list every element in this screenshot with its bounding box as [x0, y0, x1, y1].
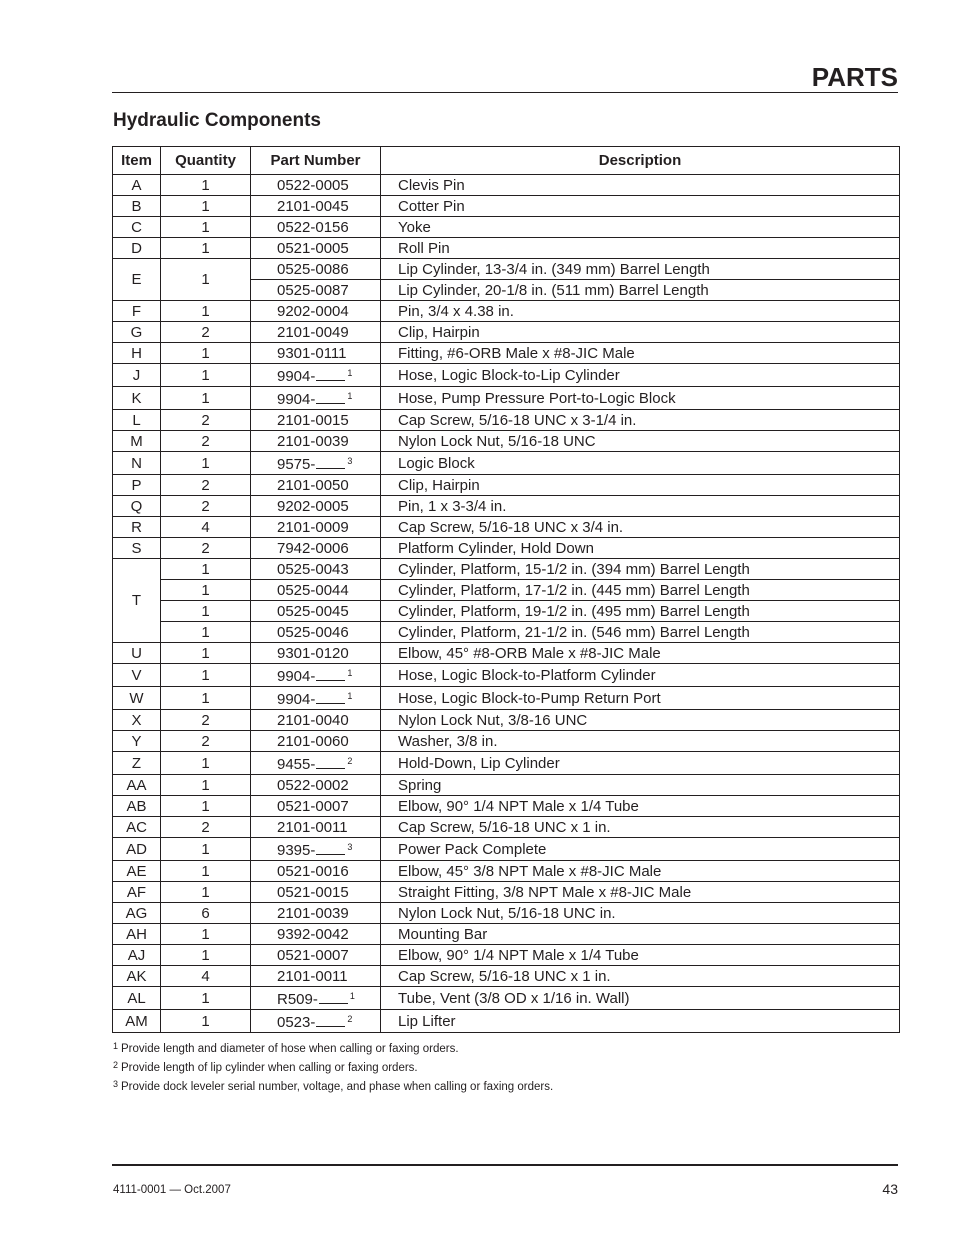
table-row: [113, 364, 900, 387]
quantity-cell: 1: [161, 580, 251, 601]
description-cell: Lip Cylinder, 20-1/8 in. (511 mm) Barrel Length: [381, 280, 900, 301]
part-number-text: 2101-0015: [277, 411, 349, 429]
item-cell: D: [113, 238, 161, 259]
quantity-cell: 1: [161, 622, 251, 643]
part-number-blank: [316, 756, 345, 769]
quantity-cell: 1: [161, 452, 251, 475]
table-row: [113, 559, 900, 580]
description-cell: Hose, Logic Block-to-Platform Cylinder: [381, 664, 900, 687]
quantity-cell: 2: [161, 496, 251, 517]
table-row: [113, 945, 900, 966]
part-number-cell: [251, 559, 381, 580]
item-cell: P: [113, 475, 161, 496]
table-row: [113, 838, 900, 861]
item-cell: V: [113, 664, 161, 687]
footnote: [113, 1076, 553, 1095]
item-cell: A: [113, 175, 161, 196]
description-cell: Power Pack Complete: [381, 838, 900, 861]
table-row: [113, 301, 900, 322]
part-number-text: 2101-0045: [277, 197, 349, 215]
item-cell: W: [113, 687, 161, 710]
part-number-text: 0525-0087: [277, 281, 349, 299]
part-number-text: 0522-0156: [277, 218, 349, 236]
part-number-text: 9904-: [277, 668, 316, 685]
item-cell: F: [113, 301, 161, 322]
item-cell: AL: [113, 987, 161, 1010]
description-cell: Mounting Bar: [381, 924, 900, 945]
table-row: [113, 259, 900, 280]
description-cell: Nylon Lock Nut, 3/8-16 UNC: [381, 710, 900, 731]
description-cell: Cylinder, Platform, 17-1/2 in. (445 mm) Barrel Length: [381, 580, 900, 601]
part-number-text: 2101-0060: [277, 732, 349, 750]
description-cell: Lip Cylinder, 13-3/4 in. (349 mm) Barrel Length: [381, 259, 900, 280]
footer-divider: [112, 1164, 898, 1166]
table-row: [113, 643, 900, 664]
part-number-cell: [251, 752, 381, 775]
quantity-cell: 2: [161, 431, 251, 452]
item-cell: T: [113, 559, 161, 643]
quantity-cell: 2: [161, 475, 251, 496]
part-number-cell: [251, 496, 381, 517]
part-number-text: 0525-0044: [277, 581, 349, 599]
item-cell: M: [113, 431, 161, 452]
document-id: 4111-0001 — Oct.2007: [113, 1184, 231, 1196]
part-number-text: 9202-0005: [277, 497, 349, 515]
table-row: [113, 475, 900, 496]
quantity-cell: 2: [161, 410, 251, 431]
column-header-item: Item: [113, 147, 161, 175]
part-number-text: 9392-0042: [277, 925, 349, 943]
table-row: [113, 882, 900, 903]
description-cell: Elbow, 90° 1/4 NPT Male x 1/4 Tube: [381, 945, 900, 966]
part-number-cell: [251, 710, 381, 731]
table-row: [113, 580, 900, 601]
part-number-blank: [316, 456, 345, 469]
part-number-text: 2101-0009: [277, 518, 349, 536]
quantity-cell: 2: [161, 817, 251, 838]
table-row: [113, 796, 900, 817]
quantity-cell: 4: [161, 517, 251, 538]
part-number-cell: [251, 259, 381, 280]
part-number-text: 0525-0046: [277, 623, 349, 641]
quantity-cell: 2: [161, 731, 251, 752]
item-cell: X: [113, 710, 161, 731]
part-number-blank: [316, 691, 345, 704]
quantity-cell: 1: [161, 601, 251, 622]
footnote: [113, 1057, 553, 1076]
quantity-cell: 1: [161, 796, 251, 817]
part-number-cell: [251, 622, 381, 643]
quantity-cell: 1: [161, 924, 251, 945]
part-number-cell: [251, 217, 381, 238]
quantity-cell: 1: [161, 1010, 251, 1033]
quantity-cell: 1: [161, 664, 251, 687]
item-cell: S: [113, 538, 161, 559]
part-number-cell: [251, 687, 381, 710]
part-number-cell: [251, 817, 381, 838]
quantity-cell: 1: [161, 882, 251, 903]
quantity-cell: 1: [161, 196, 251, 217]
footnote-ref: 3: [347, 456, 353, 466]
part-number-text: 9301-0120: [277, 644, 349, 662]
part-number-cell: [251, 387, 381, 410]
part-number-text: 0525-0045: [277, 602, 349, 620]
item-cell: AF: [113, 882, 161, 903]
part-number-cell: [251, 280, 381, 301]
item-cell: AH: [113, 924, 161, 945]
part-number-text: 9904-: [277, 691, 316, 708]
part-number-text: 0521-0015: [277, 883, 349, 901]
quantity-cell: 1: [161, 238, 251, 259]
part-number-blank: [316, 368, 345, 381]
footnote-ref: 1: [347, 391, 353, 401]
part-number-cell: [251, 343, 381, 364]
description-cell: Hose, Logic Block-to-Pump Return Port: [381, 687, 900, 710]
part-number-cell: [251, 945, 381, 966]
description-cell: Fitting, #6-ORB Male x #8-JIC Male: [381, 343, 900, 364]
footnote-number: 2: [113, 1060, 119, 1070]
quantity-cell: 1: [161, 301, 251, 322]
description-cell: Clip, Hairpin: [381, 322, 900, 343]
footnote: [113, 1038, 553, 1057]
page-header-title: PARTS: [811, 62, 898, 92]
parts-table: [112, 146, 900, 1033]
item-cell: K: [113, 387, 161, 410]
description-cell: Clevis Pin: [381, 175, 900, 196]
item-cell: AE: [113, 861, 161, 882]
item-cell: H: [113, 343, 161, 364]
part-number-cell: [251, 924, 381, 945]
table-row: [113, 175, 900, 196]
part-number-cell: [251, 364, 381, 387]
table-row: [113, 238, 900, 259]
part-number-cell: [251, 538, 381, 559]
table-row: [113, 924, 900, 945]
footnote-number: 3: [113, 1079, 119, 1089]
quantity-cell: 2: [161, 710, 251, 731]
column-header-quantity: Quantity: [161, 147, 251, 175]
description-cell: Yoke: [381, 217, 900, 238]
quantity-cell: 1: [161, 775, 251, 796]
part-number-text: 9904-: [277, 391, 316, 408]
description-cell: Elbow, 45° 3/8 NPT Male x #8-JIC Male: [381, 861, 900, 882]
description-cell: Nylon Lock Nut, 5/16-18 UNC: [381, 431, 900, 452]
part-number-cell: [251, 431, 381, 452]
part-number-text: 0521-0005: [277, 239, 349, 257]
part-number-cell: [251, 882, 381, 903]
table-row: [113, 601, 900, 622]
description-cell: Cap Screw, 5/16-18 UNC x 3-1/4 in.: [381, 410, 900, 431]
footnote-ref: 2: [347, 1014, 353, 1024]
footnote-ref: 1: [347, 668, 353, 678]
description-cell: Hose, Pump Pressure Port-to-Logic Block: [381, 387, 900, 410]
part-number-cell: [251, 775, 381, 796]
table-row: [113, 987, 900, 1010]
part-number-text: 0525-0043: [277, 560, 349, 578]
footnote-text: Provide dock leveler serial number, voltage, and phase when calling or faxing orders.: [121, 1081, 554, 1093]
description-cell: Platform Cylinder, Hold Down: [381, 538, 900, 559]
part-number-cell: [251, 175, 381, 196]
header-divider: [112, 92, 898, 93]
table-row: [113, 966, 900, 987]
part-number-text: 0522-0005: [277, 176, 349, 194]
quantity-cell: 2: [161, 538, 251, 559]
item-cell: AA: [113, 775, 161, 796]
table-row: [113, 431, 900, 452]
description-cell: Hold-Down, Lip Cylinder: [381, 752, 900, 775]
description-cell: Cylinder, Platform, 19-1/2 in. (495 mm) Barrel Length: [381, 601, 900, 622]
part-number-cell: [251, 601, 381, 622]
part-number-text: 2101-0050: [277, 476, 349, 494]
quantity-cell: 4: [161, 966, 251, 987]
footnote-ref: 2: [347, 756, 353, 766]
part-number-text: 0521-0007: [277, 797, 349, 815]
page-number: 43: [882, 1181, 898, 1197]
item-cell: Y: [113, 731, 161, 752]
item-cell: N: [113, 452, 161, 475]
item-cell: AD: [113, 838, 161, 861]
part-number-text: 7942-0006: [277, 539, 349, 557]
section-title: Hydraulic Components: [113, 110, 321, 131]
part-number-cell: [251, 452, 381, 475]
table-row: [113, 322, 900, 343]
description-cell: Nylon Lock Nut, 5/16-18 UNC in.: [381, 903, 900, 924]
table-row: [113, 687, 900, 710]
table-row: [113, 664, 900, 687]
part-number-text: 2101-0039: [277, 432, 349, 450]
description-cell: Logic Block: [381, 452, 900, 475]
part-number-cell: [251, 517, 381, 538]
footnote-number: 1: [113, 1041, 119, 1051]
table-row: [113, 775, 900, 796]
part-number-cell: [251, 903, 381, 924]
description-cell: Tube, Vent (3/8 OD x 1/16 in. Wall): [381, 987, 900, 1010]
part-number-cell: [251, 861, 381, 882]
item-cell: J: [113, 364, 161, 387]
item-cell: Z: [113, 752, 161, 775]
footnote-ref: 1: [347, 691, 353, 701]
table-row: [113, 387, 900, 410]
part-number-text: 0521-0007: [277, 946, 349, 964]
table-row: [113, 196, 900, 217]
description-cell: Spring: [381, 775, 900, 796]
description-cell: Elbow, 90° 1/4 NPT Male x 1/4 Tube: [381, 796, 900, 817]
part-number-cell: [251, 966, 381, 987]
footnotes: [113, 1038, 553, 1095]
quantity-cell: 1: [161, 945, 251, 966]
quantity-cell: 1: [161, 364, 251, 387]
footnote-ref: 1: [349, 991, 355, 1001]
table-row: [113, 538, 900, 559]
footnote-ref: 3: [347, 842, 353, 852]
part-number-text: 9395-: [277, 842, 316, 859]
part-number-blank: [316, 668, 345, 681]
footnote-text: Provide length and diameter of hose when calling or faxing orders.: [121, 1043, 459, 1055]
item-cell: AC: [113, 817, 161, 838]
part-number-text: 9455-: [277, 756, 316, 773]
part-number-text: 0523-: [277, 1014, 316, 1031]
table-row: [113, 622, 900, 643]
table-row: [113, 752, 900, 775]
table-header-row: [113, 147, 900, 175]
quantity-cell: 1: [161, 987, 251, 1010]
item-cell: AM: [113, 1010, 161, 1033]
part-number-text: 2101-0011: [277, 818, 348, 836]
quantity-cell: 1: [161, 752, 251, 775]
part-number-blank: [316, 391, 345, 404]
item-cell: R: [113, 517, 161, 538]
part-number-cell: [251, 301, 381, 322]
item-cell: G: [113, 322, 161, 343]
item-cell: L: [113, 410, 161, 431]
part-number-blank: [316, 1014, 345, 1027]
quantity-cell: 1: [161, 343, 251, 364]
description-cell: Clip, Hairpin: [381, 475, 900, 496]
part-number-text: 2101-0011: [277, 967, 348, 985]
part-number-cell: [251, 796, 381, 817]
part-number-cell: [251, 238, 381, 259]
quantity-cell: 1: [161, 643, 251, 664]
quantity-cell: 1: [161, 861, 251, 882]
part-number-cell: [251, 838, 381, 861]
quantity-cell: 1: [161, 838, 251, 861]
item-cell: B: [113, 196, 161, 217]
table-row: [113, 343, 900, 364]
footnote-text: Provide length of lip cylinder when calling or faxing orders.: [121, 1062, 418, 1074]
table-row: [113, 731, 900, 752]
item-cell: AJ: [113, 945, 161, 966]
quantity-cell: 1: [161, 217, 251, 238]
table-row: [113, 817, 900, 838]
description-cell: Elbow, 45° #8-ORB Male x #8-JIC Male: [381, 643, 900, 664]
part-number-blank: [316, 842, 345, 855]
quantity-cell: 1: [161, 175, 251, 196]
part-number-cell: [251, 196, 381, 217]
table-row: [113, 710, 900, 731]
part-number-blank: [319, 991, 348, 1004]
description-cell: Pin, 1 x 3-3/4 in.: [381, 496, 900, 517]
table-row: [113, 1010, 900, 1033]
part-number-text: 9575-: [277, 456, 316, 473]
part-number-cell: [251, 1010, 381, 1033]
part-number-text: 9202-0004: [277, 302, 349, 320]
parts-table-body: [113, 175, 900, 1033]
item-cell: AG: [113, 903, 161, 924]
footnote-ref: 1: [347, 368, 353, 378]
description-cell: Cotter Pin: [381, 196, 900, 217]
description-cell: Pin, 3/4 x 4.38 in.: [381, 301, 900, 322]
part-number-text: 9904-: [277, 368, 316, 385]
quantity-cell: 2: [161, 322, 251, 343]
description-cell: Cylinder, Platform, 15-1/2 in. (394 mm) Barrel Length: [381, 559, 900, 580]
description-cell: Cap Screw, 5/16-18 UNC x 1 in.: [381, 966, 900, 987]
description-cell: Cap Screw, 5/16-18 UNC x 3/4 in.: [381, 517, 900, 538]
part-number-cell: [251, 322, 381, 343]
part-number-text: 0522-0002: [277, 776, 349, 794]
description-cell: Washer, 3/8 in.: [381, 731, 900, 752]
part-number-cell: [251, 664, 381, 687]
item-cell: U: [113, 643, 161, 664]
part-number-cell: [251, 580, 381, 601]
part-number-text: 0521-0016: [277, 862, 349, 880]
quantity-cell: 1: [161, 259, 251, 301]
table-row: [113, 217, 900, 238]
item-cell: AK: [113, 966, 161, 987]
quantity-cell: 6: [161, 903, 251, 924]
description-cell: Hose, Logic Block-to-Lip Cylinder: [381, 364, 900, 387]
table-row: [113, 517, 900, 538]
description-cell: Lip Lifter: [381, 1010, 900, 1033]
table-row: [113, 903, 900, 924]
item-cell: AB: [113, 796, 161, 817]
part-number-text: 0525-0086: [277, 260, 349, 278]
table-row: [113, 452, 900, 475]
part-number-text: 2101-0040: [277, 711, 349, 729]
part-number-text: 2101-0039: [277, 904, 349, 922]
quantity-cell: 1: [161, 387, 251, 410]
part-number-cell: [251, 643, 381, 664]
part-number-text: 2101-0049: [277, 323, 349, 341]
part-number-cell: [251, 731, 381, 752]
part-number-cell: [251, 987, 381, 1010]
table-row: [113, 410, 900, 431]
table-row: [113, 496, 900, 517]
item-cell: Q: [113, 496, 161, 517]
part-number-cell: [251, 475, 381, 496]
column-header-part-number: Part Number: [251, 147, 381, 175]
description-cell: Cap Screw, 5/16-18 UNC x 1 in.: [381, 817, 900, 838]
quantity-cell: 1: [161, 559, 251, 580]
item-cell: C: [113, 217, 161, 238]
description-cell: Straight Fitting, 3/8 NPT Male x #8-JIC Male: [381, 882, 900, 903]
description-cell: Roll Pin: [381, 238, 900, 259]
column-header-description: Description: [381, 147, 900, 175]
part-number-cell: [251, 410, 381, 431]
part-number-text: 9301-0111: [277, 344, 347, 362]
part-number-text: R509-: [277, 991, 318, 1008]
quantity-cell: 1: [161, 687, 251, 710]
table-row: [113, 861, 900, 882]
description-cell: Cylinder, Platform, 21-1/2 in. (546 mm) Barrel Length: [381, 622, 900, 643]
item-cell: E: [113, 259, 161, 301]
